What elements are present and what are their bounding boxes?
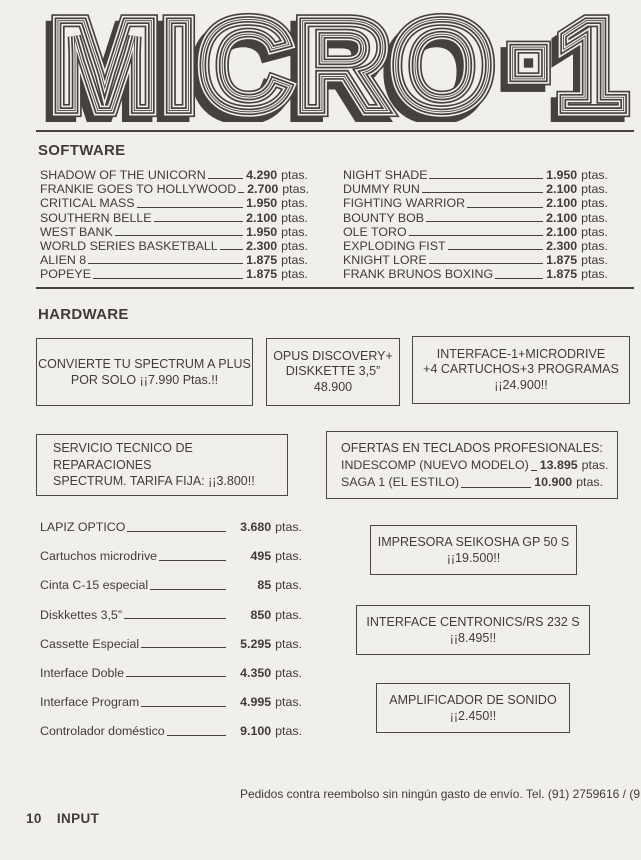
price-unit: ptas.: [281, 224, 308, 239]
list-item: [40, 182, 308, 196]
product-price: 1.875: [546, 253, 578, 268]
list-item: [343, 182, 608, 196]
product-price: 1.950: [546, 168, 578, 182]
leader-line: [426, 221, 543, 222]
leader-line: [220, 249, 243, 250]
list-item: [40, 196, 308, 210]
list-item: [343, 267, 608, 281]
price-unit: ptas.: [581, 210, 608, 225]
product-price: 2.100: [546, 182, 578, 197]
product-name: ALIEN 8: [40, 253, 87, 268]
price-unit: ptas.: [581, 267, 608, 282]
product-name: LAPIZ OPTICO: [40, 520, 126, 534]
leader-line: [141, 647, 226, 648]
list-item: [40, 550, 302, 563]
list-item: [40, 168, 308, 182]
product-price: 10.900: [534, 474, 573, 489]
product-price: 850: [250, 607, 272, 622]
offer-line: SPECTRUM. TARIFA FIJA: ¡¡3.800!!: [53, 474, 255, 489]
product-price: 1.950: [246, 196, 278, 211]
offer-box-amplificador: [376, 683, 570, 733]
product-name: CRITICAL MASS: [40, 196, 135, 211]
offer-line: SERVICIO TECNICO DE REPARACIONES: [53, 441, 193, 472]
product-name: WORLD SERIES BASKETBALL: [40, 239, 218, 254]
leader-line: [531, 470, 537, 471]
list-item: [343, 225, 608, 239]
logo-dot-center: [524, 58, 533, 67]
product-price: 2.100: [546, 196, 578, 211]
product-price: 1.875: [246, 253, 278, 268]
page-number: 10: [26, 811, 42, 826]
list-item: [343, 239, 608, 253]
list-item: [343, 253, 608, 267]
offer-box-opus: [266, 338, 400, 406]
leader-line: [448, 249, 544, 250]
list-item: [343, 196, 608, 210]
product-name: WEST BANK: [40, 224, 113, 239]
price-unit: ptas.: [275, 520, 302, 534]
price-unit: ptas.: [281, 210, 308, 225]
product-name: Cinta C-15 especial: [40, 578, 149, 593]
list-item: [40, 725, 302, 738]
leader-line: [141, 706, 226, 707]
offer-line: POR SOLO ¡¡7.990 Ptas.!!: [70, 373, 219, 387]
leader-line: [88, 263, 243, 264]
list-item: [40, 579, 302, 592]
offer-line: AMPLIFICADOR DE SONIDO: [389, 692, 557, 707]
product-name: POPEYE: [40, 267, 91, 282]
leader-line: [159, 560, 226, 561]
magazine-name: INPUT: [56, 811, 100, 826]
product-name: FRANKIE GOES TO HOLLYWOOD: [40, 182, 237, 197]
product-price: 13.895: [539, 457, 578, 472]
offer-line: +4 CARTUCHOS+3 PROGRAMAS: [423, 362, 619, 377]
list-item: [341, 457, 609, 474]
leader-line: [467, 207, 543, 208]
price-unit: ptas.: [275, 607, 302, 622]
product-price: 2.300: [546, 239, 578, 254]
offer-price: ¡¡24.900!!: [494, 377, 548, 392]
product-name: Cassette Especial: [40, 636, 140, 651]
leader-line: [495, 278, 543, 279]
price-unit: ptas.: [581, 253, 608, 268]
product-price: 2.100: [546, 210, 578, 225]
product-name: DUMMY RUN: [343, 182, 420, 197]
product-price: 495: [250, 549, 272, 564]
leader-line: [93, 278, 243, 279]
offer-title: OFERTAS EN TECLADOS PROFESIONALES:: [341, 440, 603, 455]
price-unit: ptas.: [581, 168, 608, 182]
list-item: [343, 168, 608, 182]
price-unit: ptas.: [581, 239, 608, 254]
software-list-left: [40, 168, 308, 282]
leader-line: [429, 263, 543, 264]
product-name: EXPLODING FIST: [343, 239, 446, 254]
offer-box-centronics: [356, 605, 590, 655]
price-unit: ptas.: [281, 267, 308, 282]
leader-line: [422, 192, 543, 193]
product-name: Cartuchos microdrive: [40, 549, 158, 564]
product-name: SAGA 1 (EL ESTILO): [341, 474, 459, 489]
offer-line: CONVIERTE TU SPECTRUM A PLUS: [38, 356, 251, 371]
offer-line: OPUS DISCOVERY+: [273, 348, 393, 363]
divider-middle: [36, 287, 634, 289]
product-price: 2.100: [246, 210, 278, 225]
price-unit: ptas.: [275, 578, 302, 593]
page-footer: [26, 811, 99, 826]
list-item: [40, 211, 308, 225]
product-name: Diskkettes 3,5”: [40, 607, 122, 622]
product-name: FRANK BRUNOS BOXING: [343, 267, 494, 282]
price-unit: ptas.: [275, 549, 302, 564]
product-price: 4.350: [240, 665, 272, 680]
offer-price: ¡¡2.450!!: [449, 709, 497, 723]
product-price: 1.875: [546, 267, 578, 282]
micro-1-logo: [36, 4, 633, 122]
price-unit: ptas.: [581, 224, 608, 239]
leader-line: [115, 235, 243, 236]
product-name: Interface Program: [40, 695, 140, 710]
product-price: 2.700: [247, 182, 279, 197]
offer-box-ofertas: [326, 431, 618, 499]
product-name: OLE TORO: [343, 224, 407, 239]
price-unit: ptas.: [581, 182, 608, 197]
offer-price: ¡¡8.495!!: [449, 631, 497, 645]
offer-price: 48.900: [313, 379, 353, 394]
product-name: Interface Doble: [40, 665, 125, 680]
leader-line: [167, 735, 226, 736]
leader-line: [137, 207, 244, 208]
product-name: NIGHT SHADE: [343, 168, 428, 182]
software-list-right: [343, 168, 608, 282]
product-name: SOUTHERN BELLE: [40, 210, 152, 225]
list-item: [40, 225, 308, 239]
price-unit: ptas.: [275, 724, 302, 739]
offer-box-interface1: [412, 336, 630, 404]
leader-line: [154, 221, 244, 222]
offer-line: IMPRESORA SEIKOSHA GP 50 S: [377, 534, 570, 549]
list-item: [343, 211, 608, 225]
hardware-price-list: [40, 521, 302, 755]
list-item: [341, 474, 603, 491]
product-name: SHADOW OF THE UNICORN: [40, 168, 206, 182]
price-unit: ptas.: [275, 665, 302, 680]
leader-line: [126, 676, 226, 677]
price-unit: ptas.: [275, 636, 302, 651]
leader-line: [124, 618, 226, 619]
product-price: 4.290: [246, 168, 278, 182]
leader-line: [409, 235, 544, 236]
product-price: 1.875: [246, 267, 278, 282]
product-price: 1.950: [246, 224, 278, 239]
product-price: 2.100: [546, 224, 578, 239]
price-unit: ptas.: [281, 196, 308, 211]
product-name: KNIGHT LORE: [343, 253, 427, 268]
list-item: [40, 609, 302, 622]
leader-line: [127, 531, 226, 532]
list-item: [40, 253, 308, 267]
offer-box-convierte: [36, 338, 253, 406]
offer-price: ¡¡19.500!!: [446, 551, 501, 565]
list-item: [40, 638, 302, 651]
order-note: Pedidos contra reembolso sin ningún gasto de envío. Tel. (91) 2759616 / (9: [239, 787, 640, 801]
list-item: [40, 521, 302, 534]
product-name: Controlador doméstico: [40, 724, 165, 739]
price-unit: ptas.: [576, 474, 603, 489]
price-unit: ptas.: [282, 182, 310, 197]
list-item: [40, 267, 308, 281]
offer-line: DISKKETTE 3,5”: [285, 364, 381, 379]
list-item: [40, 667, 302, 680]
product-price: 3.680: [240, 520, 272, 534]
price-unit: ptas.: [581, 457, 609, 472]
leader-line: [208, 178, 243, 179]
leader-line: [238, 192, 244, 193]
price-unit: ptas.: [281, 253, 308, 268]
hardware-heading: HARDWARE: [38, 306, 129, 323]
product-price: 85: [257, 578, 272, 593]
offer-line: INTERFACE-1+MICRODRIVE: [436, 346, 606, 361]
divider-top: [36, 130, 634, 132]
price-unit: ptas.: [275, 695, 302, 710]
product-price: 2.300: [246, 239, 278, 254]
price-unit: ptas.: [581, 196, 608, 211]
offer-box-servicio: [36, 434, 288, 496]
offer-box-impresora: [370, 525, 577, 575]
software-heading: SOFTWARE: [38, 142, 126, 159]
offer-line: INTERFACE CENTRONICS/RS 232 S: [366, 614, 580, 629]
list-item: [40, 696, 302, 709]
product-name: FIGHTING WARRIOR: [343, 196, 466, 211]
product-price: 9.100: [240, 724, 272, 739]
leader-line: [429, 178, 543, 179]
list-item: [40, 239, 308, 253]
product-name: INDESCOMP (NUEVO MODELO): [341, 457, 529, 472]
leader-line: [150, 589, 226, 590]
product-price: 5.295: [240, 636, 272, 651]
product-name: BOUNTY BOB: [343, 210, 425, 225]
leader-line: [461, 487, 531, 488]
product-price: 4.995: [240, 695, 272, 710]
price-unit: ptas.: [281, 168, 308, 182]
price-unit: ptas.: [281, 239, 308, 254]
